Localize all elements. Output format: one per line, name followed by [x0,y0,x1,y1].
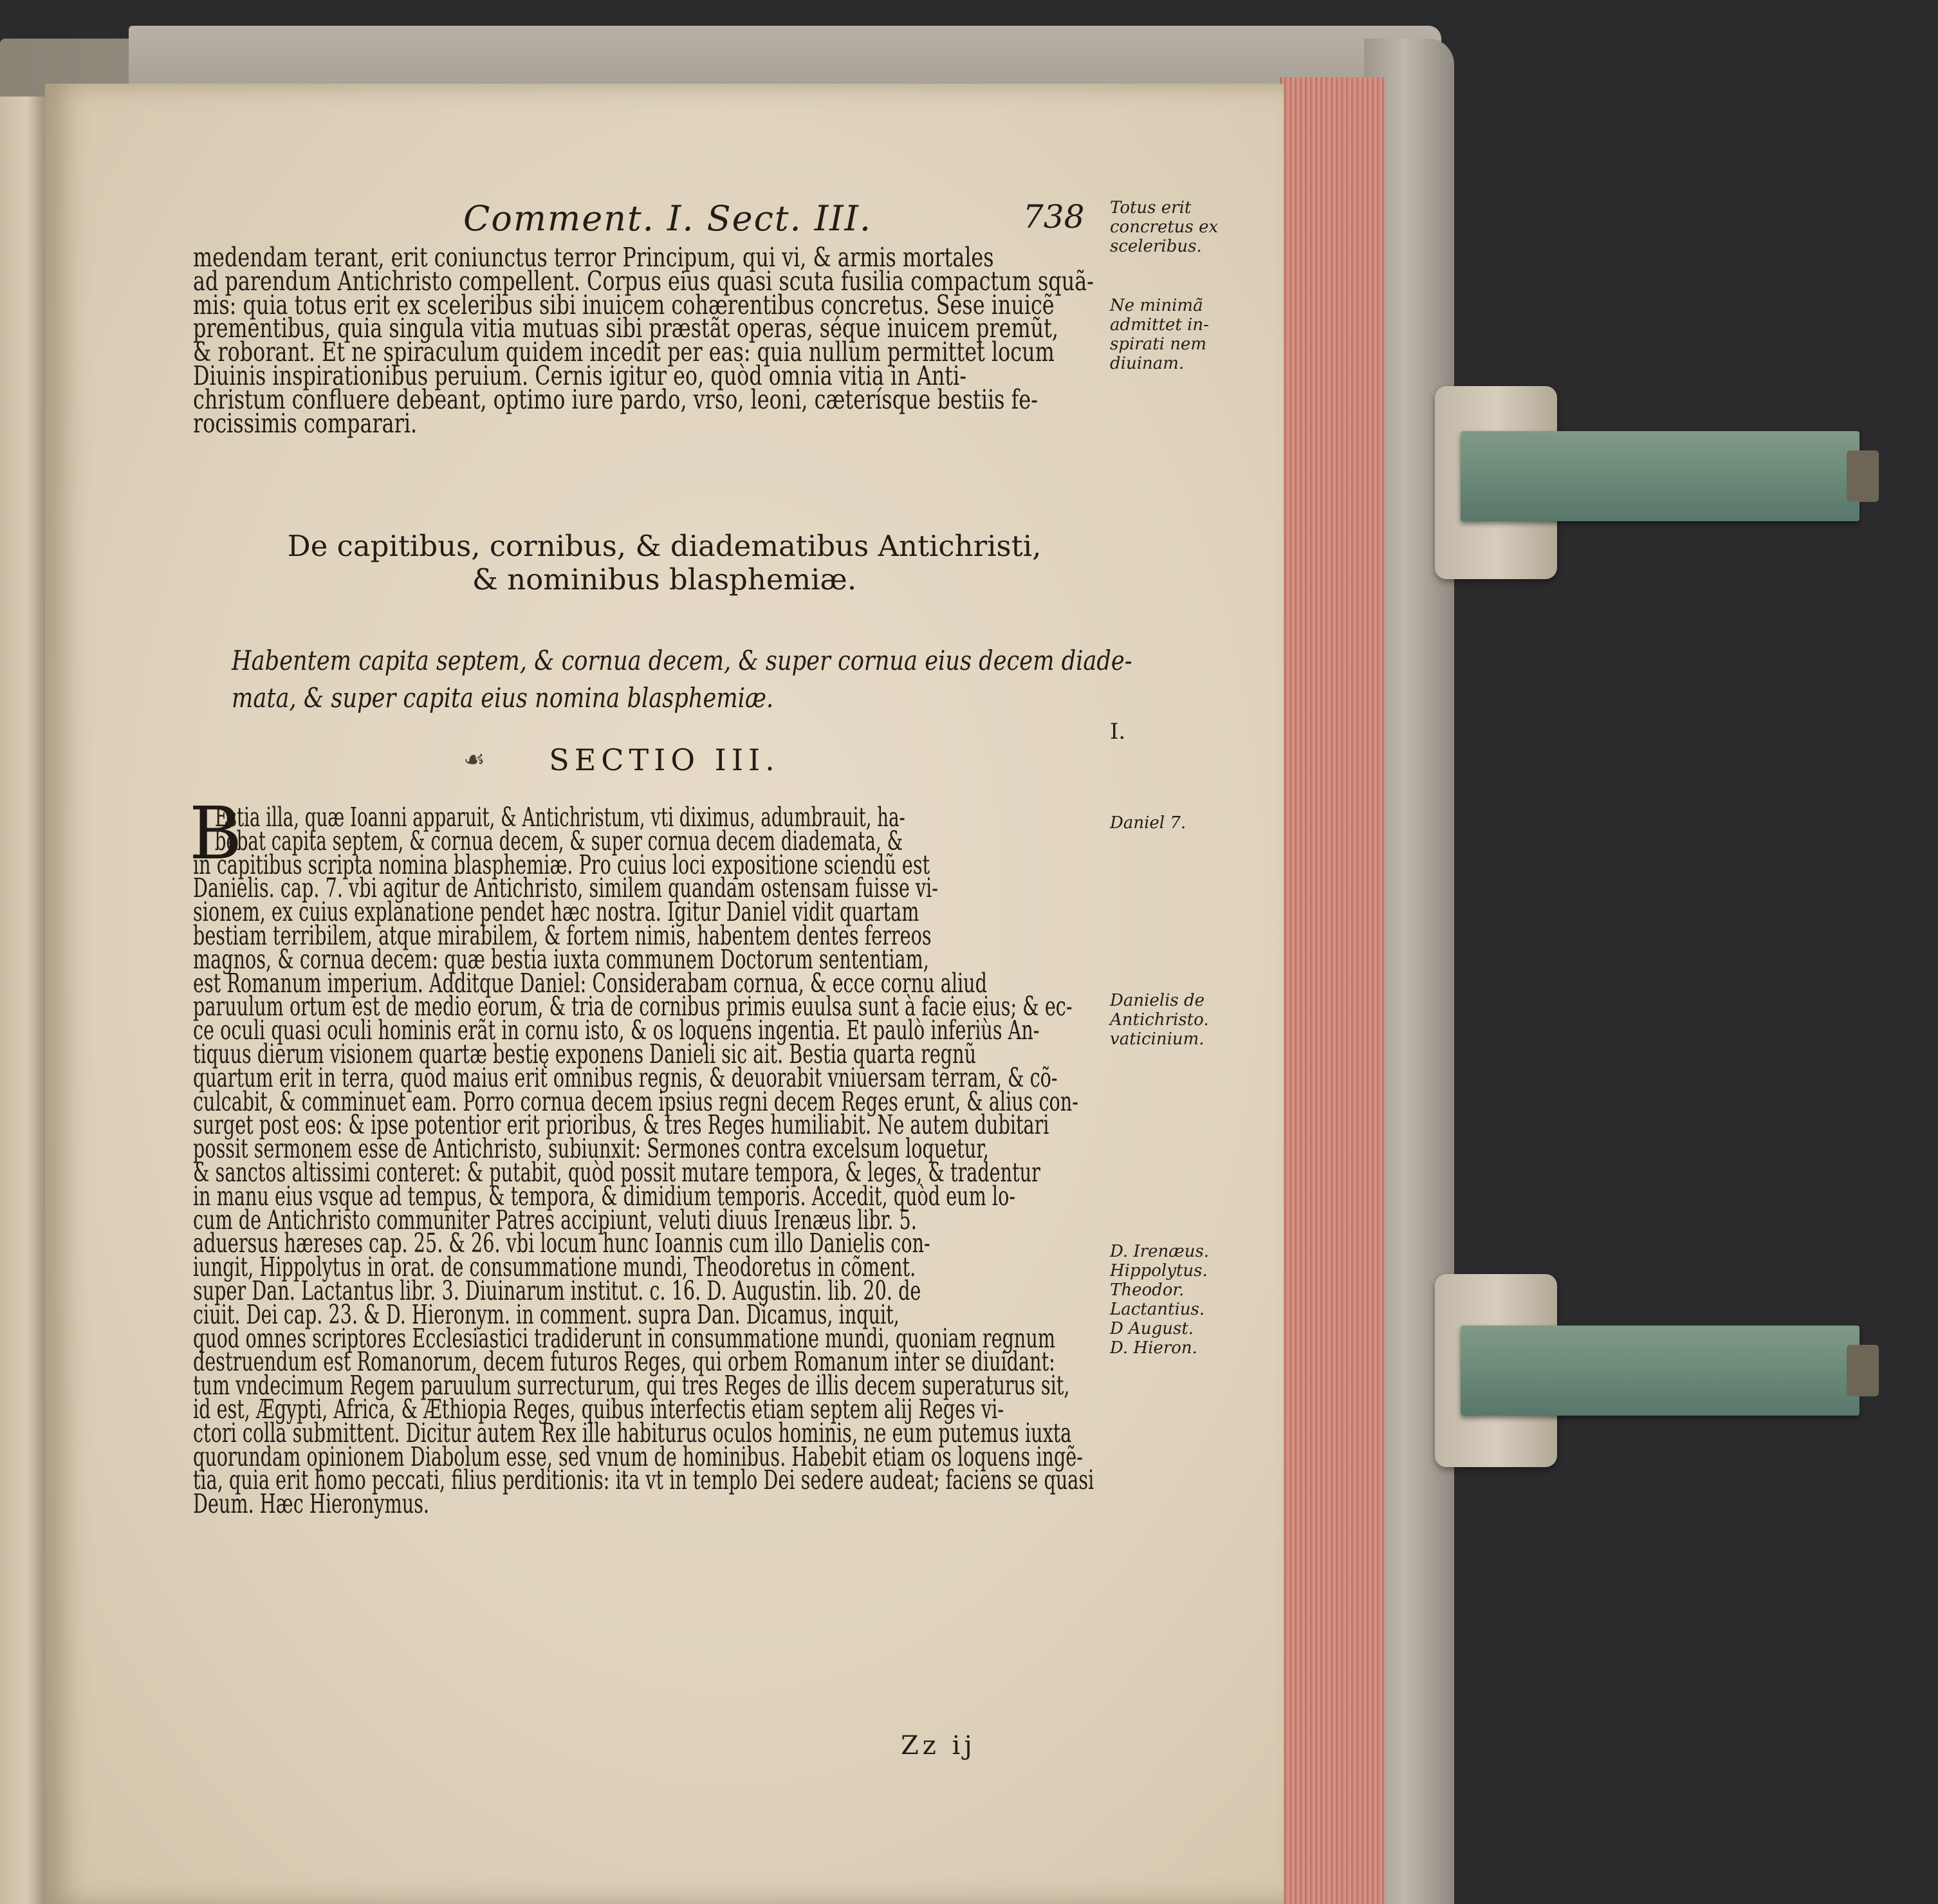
text-line: bebat capita septem, & cornua decem, & super cornua decem diademata, & [214,825,903,856]
body-text [193,802,1482,1520]
text-line: destruendum est Romanorum, decem futuros Reges, qui orbem Romanum inter se diuidant: [193,1346,1055,1378]
marginal-note-line: D. Hieron. [1110,1338,1197,1358]
marginal-note [1110,198,1218,256]
page-number: 738 [1023,198,1085,236]
text-line: christum confluere debeant, optimo iure pardo, vrso, leoni, cæterísque bestiis fe- [193,384,1038,415]
text-line: quorundam opinionem Diabolum esse, sed vnum de hominibus. Habebit etiam os loquens ingẽ- [193,1441,1083,1472]
section-ornament-icon: ☙ [463,745,486,773]
marginal-note-line: Totus erit [1110,198,1192,217]
marginal-note-line: Hippolytus. [1110,1261,1208,1280]
text-line: rocissimis comparari. [193,407,418,439]
text-line: in manu eius vsque ad tempus, & tempora, & dimidium temporis. Accedit, quòd eum lo- [193,1180,1016,1212]
quotation-line: Habentem capita septem, & cornua decem, & super cornua eius decem diade- [232,645,1132,676]
marginal-note-line: sceleribus. [1110,237,1202,256]
text-line: cum de Antichristo communiter Patres accipiunt, veluti diuus Irenæus libr. 5. [193,1204,917,1235]
marginal-note [1110,296,1209,373]
marginal-note-line: spirati nem [1110,335,1207,354]
marginal-note-line: Daniel 7. [1110,813,1186,833]
text-line: Estia illa, quæ Ioanni apparuit, & Antichristum, vti diximus, adumbrauit, ha- [214,802,905,833]
text-line: id est, Ægypti, Africa, & Æthiopia Reges, quibus interfectis etiam septem alij Reges vi- [193,1393,1004,1425]
text-line: super Dan. Lactantus libr. 3. Diuinarum institut. c. 16. D. Augustin. lib. 20. de [193,1275,921,1306]
text-line: iungit, Hippolytus in orat. de consummatione mundi, Theodoretus in cõment. [193,1252,916,1283]
marginal-note-line: admittet in- [1110,315,1209,335]
text-line: magnos, & cornua decem: quæ bestia iuxta communem Doctorum sententiam, [193,943,929,975]
text-line: medendam terant, erit coniunctus terror Principum, qui vi, & armis mortales [193,242,994,273]
marginal-note-line: Antichristo. [1110,1010,1209,1030]
marginal-note-line: Danielis de [1110,991,1205,1010]
text-line: tum vndecimum Regem paruulum surrecturum, qui tres Reges de illis decem superaturus sit, [193,1370,1070,1401]
marginal-note [1110,719,1126,744]
text-line: in capitibus scripta nomina blasphemiæ. Pro cuius loci expositione sciendũ est [193,849,930,880]
text-line: Danielis. cap. 7. vbi agitur de Antichristo, similem quandam ostensam fuisse vi- [193,873,938,904]
text-line: & roborant. Et ne spiraculum quidem incedit per eas: quia nullum permittet locum [193,337,1055,368]
signature-mark: Zz ij [901,1731,976,1761]
section-title: SECTIO III. [549,743,780,777]
marginal-note-line: D. Irenæus. [1110,1242,1210,1261]
section-heading-line: De capitibus, cornibus, & diadematibus Antichristi, [287,529,1042,563]
section-heading-line: & nominibus blasphemiæ. [472,562,857,596]
text-line: culcabit, & comminuet eam. Porro cornua decem ipsius regni decem Reges erunt, & alius con- [193,1086,1078,1117]
marginal-note [1110,1242,1209,1358]
marginal-note-line: Lactantius. [1110,1300,1205,1319]
text-line: paruulum ortum est de medio eorum, & tria de cornibus primis euulsa sunt à facie eius; & ec- [193,991,1073,1022]
clasp-tip [1847,1345,1879,1396]
text-line: est Romanum imperium. Additque Daniel: Considerabam cornua, & ecce cornu aliud [193,967,987,999]
text-line: Diuinis inspirationibus peruium. Cernis igitur eo, quòd omnia vitia in Anti- [193,360,967,391]
facing-page-edge [0,97,45,1904]
text-line: mis: quia totus erit ex sceleribus sibi inuicem cohærentibus concretus. Sese inuicẽ [193,289,1055,320]
clasp-strap [1461,431,1860,521]
text-line: & sanctos altissimi conteret: & putabit, quòd possit mutare tempora, & leges, & tradentur [193,1156,1040,1188]
quotation-line: mata, & super capita eius nomina blasphemiæ. [232,682,774,714]
marginal-note-line: Ne minimã [1110,296,1203,315]
marginal-note-line: Theodor. [1110,1280,1185,1300]
marginal-note-line: vaticinium. [1110,1030,1204,1049]
text-line: tiquus dierum visionem quartæ bestię exponens Danieli sic ait. Bestia quarta regnũ [193,1038,977,1069]
text-line: tia, quia erit homo peccati, filius perditionis: ita vt in templo Dei sedere audeat; faciens se quasi [193,1465,1094,1496]
marginal-note-line: diuinam. [1110,354,1185,373]
text-line: bestiam terribilem, atque mirabilem, & fortem nimis, habentem dentes ferreos [193,920,932,951]
text-line: quod omnes scriptores Ecclesiastici tradiderunt in consummatione mundi, quoniam regnum [193,1322,1056,1354]
book-page [45,84,1284,1904]
text-line: ctori colla submittent. Dicitur autem Rex ille habiturus oculos hominis, ne eum putemus iuxta [193,1417,1072,1448]
running-title: Comment. I. Sect. III. [463,198,872,239]
text-line: possit sermonem esse de Antichristo, subiunxit: Sermones contra excelsum loquetur, [193,1133,989,1165]
marginal-note-line: I. [1110,719,1126,744]
clasp-strap [1461,1326,1860,1416]
text-line: Deum. Hæc Hieronymus. [193,1488,430,1520]
text-line: ce oculi quasi oculi hominis erãt in cornu isto, & os loquens ingentia. Et paulò inferiùs An- [193,1015,1040,1046]
drop-cap: B [189,792,243,876]
text-line: surget post eos: & ipse potentior erit prioribus, & tres Reges humiliabit. Ne autem dubitari [193,1109,1049,1141]
marginal-note [1110,813,1186,833]
marginal-note-line: concretus ex [1110,217,1219,237]
text-line: quartum erit in terra, quod maius erit omnibus regnis, & deuorabit vniuersam terram, & cõ- [193,1062,1058,1093]
text-line: sionem, ex cuius explanatione pendet hæc nostra. Igitur Daniel vidit quartam [193,896,919,928]
text-line: ad parendum Antichristo compellent. Corpus eius quasi scuta fusilia compactum squã- [193,265,1094,297]
marginal-note-line: D August. [1110,1319,1194,1338]
scripture-quotation [232,642,1307,717]
clasp-tip [1847,450,1879,502]
text-line: prementibus, quia singula vitia mutuas sibi præstãt operas, séque inuicem premũt, [193,313,1059,344]
text-line: aduersus hæreses cap. 25. & 26. vbi locum hunc Ioannis cum illo Danielis con- [193,1228,930,1259]
marginal-note [1110,991,1209,1049]
text-line: ciuit. Dei cap. 23. & D. Hieronym. in comment. supra Dan. Dicamus, inquit, [193,1299,900,1330]
